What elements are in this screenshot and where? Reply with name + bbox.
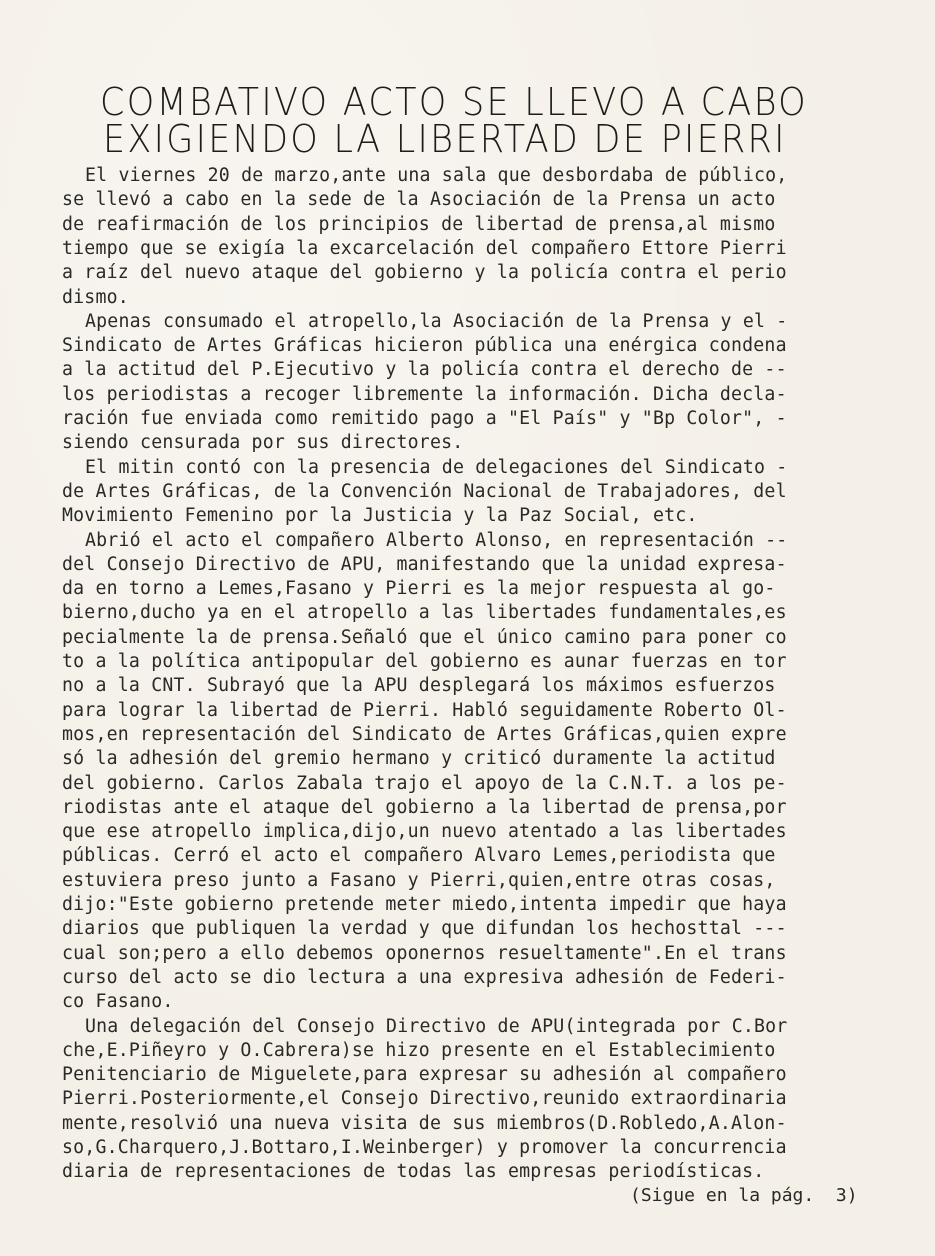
text-line: co Fasano. bbox=[62, 991, 174, 1013]
text-line: ración fue enviada como remitido pago a "El País" y "Bp Color", - bbox=[62, 408, 787, 429]
headline-line-1: COMBATIVO ACTO SE LLEVO A CABO bbox=[100, 80, 808, 124]
text-line: mos,en representación del Sindicato de Artes Gráficas,quien expre bbox=[62, 723, 787, 745]
text-line: los periodistas a recoger libremente la información. Dicha decla- bbox=[62, 383, 787, 405]
continuation-note: (Sigue en la pág. 3) bbox=[630, 1185, 858, 1206]
text-line: diaria de representaciones de todas las empresas periodísticas. bbox=[62, 1161, 765, 1183]
text-line: che,E.Piñeyro y O.Cabrera)se hizo presente en el Establecimiento bbox=[62, 1039, 776, 1061]
text-line: Abrió el acto el compañero Alberto Alonso, en representación -- bbox=[85, 529, 788, 551]
text-line: Una delegación del Consejo Directivo de APU(integrada por C.Bor bbox=[85, 1015, 788, 1037]
text-line: to a la política antipopular del gobierno es aunar fuerzas en tor bbox=[62, 651, 787, 672]
text-line: siendo censurada por sus directores. bbox=[62, 432, 464, 454]
text-line: pecialmente la de prensa.Señaló que el único camino para poner co bbox=[62, 626, 787, 648]
text-line: cual son;pero a ello debemos oponernos resueltamente".En el trans bbox=[62, 942, 787, 964]
text-line: del Consejo Directivo de APU, manifestando que la unidad expresa- bbox=[62, 553, 787, 575]
text-line: El viernes 20 de marzo,ante una sala que desbordaba de público, bbox=[85, 165, 788, 186]
text-line: se llevó a cabo en la sede de la Asociación de la Prensa un acto bbox=[62, 189, 776, 211]
text-line: curso del acto se dio lectura a una expresiva adhesión de Federi- bbox=[62, 966, 787, 988]
headline-line-2: EXIGIENDO LA LIBERTAD DE PIERRI bbox=[103, 117, 787, 161]
text-line: públicas. Cerró el acto el compañero Alvaro Lemes,periodista que bbox=[62, 845, 776, 867]
text-line: riodistas ante el ataque del gobierno a la libertad de prensa,por bbox=[62, 796, 787, 818]
text-line: dijo:"Este gobierno pretende meter miedo,intenta impedir que haya bbox=[62, 894, 787, 915]
text-line: Apenas consumado el atropello,la Asociación de la Prensa y el - bbox=[85, 310, 788, 332]
text-line: El mitin contó con la presencia de delegaciones del Sindicato - bbox=[85, 456, 788, 478]
text-line: de reafirmación de los principios de libertad de prensa,al mismo bbox=[62, 213, 776, 235]
text-line: estuviera preso junto a Fasano y Pierri,quien,entre otras cosas, bbox=[62, 869, 776, 891]
text-line: que ese atropello implica,dijo,un nuevo atentado a las libertades bbox=[62, 821, 787, 843]
text-line: só la adhesión del gremio hermano y criticó duramente la actitud bbox=[62, 748, 776, 770]
text-line: so,G.Charquero,J.Bottaro,I.Weinberger) y promover la concurrencia bbox=[62, 1137, 787, 1158]
text-line: Pierri.Posteriormente,el Consejo Directivo,reunido extraordinaria bbox=[62, 1088, 787, 1110]
text-line: mente,resolvió una nueva visita de sus miembros(D.Robledo,A.Alon- bbox=[62, 1112, 787, 1134]
text-line: Movimiento Femenino por la Justicia y la Paz Social, etc. bbox=[62, 505, 698, 527]
text-line: tiempo que se exigía la excarcelación del compañero Ettore Pierri bbox=[62, 237, 787, 259]
text-line: da en torno a Lemes,Fasano y Pierri es la mejor respuesta al go- bbox=[62, 578, 776, 600]
text-line: del gobierno. Carlos Zabala trajo el apoyo de la C.N.T. a los pe- bbox=[62, 772, 787, 794]
text-line: Penitenciario de Miguelete,para expresar su adhesión al compañero bbox=[62, 1064, 787, 1086]
text-line: bierno,ducho ya en el atropello a las libertades fundamentales,es bbox=[62, 602, 787, 624]
text-line: a la actitud del P.Ejecutivo y la policía contra el derecho de -- bbox=[62, 359, 787, 381]
text-line: no a la CNT. Subrayó que la APU desplegará los máximos esfuerzos bbox=[62, 675, 776, 697]
text-line: dismo. bbox=[62, 286, 129, 308]
text-line: Sindicato de Artes Gráficas hicieron pública una enérgica condena bbox=[62, 335, 787, 357]
text-line: diarios que publiquen la verdad y que difundan los hechosttal --- bbox=[62, 918, 787, 940]
text-line: a raíz del nuevo ataque del gobierno y la policía contra el perio bbox=[62, 262, 787, 284]
text-line: de Artes Gráficas, de la Convención Nacional de Trabajadores, del bbox=[62, 480, 787, 502]
text-line: para lograr la libertad de Pierri. Habló seguidamente Roberto Ol- bbox=[62, 699, 787, 721]
